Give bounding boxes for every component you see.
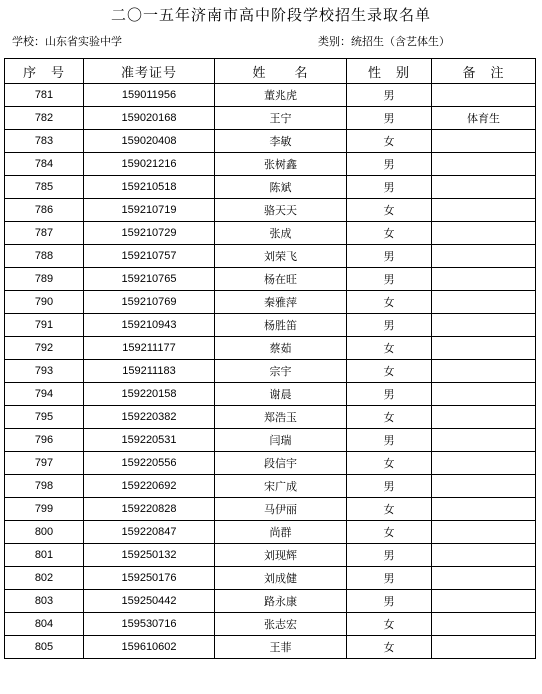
cell-gender: 男 bbox=[347, 383, 432, 406]
table-row bbox=[5, 452, 536, 475]
cell-no: 795 bbox=[5, 406, 84, 429]
table-row bbox=[5, 613, 536, 636]
cell-no: 791 bbox=[5, 314, 84, 337]
cell-no: 800 bbox=[5, 521, 84, 544]
cell-no: 801 bbox=[5, 544, 84, 567]
cell-name: 刘荣飞 bbox=[215, 245, 347, 268]
cell-name: 宗宇 bbox=[215, 360, 347, 383]
cell-exam-id: 159220692 bbox=[84, 475, 215, 498]
cell-name: 路永康 bbox=[215, 590, 347, 613]
cell-name: 闫瑞 bbox=[215, 429, 347, 452]
cell-gender: 女 bbox=[347, 291, 432, 314]
cell-no: 803 bbox=[5, 590, 84, 613]
cell-gender: 女 bbox=[347, 498, 432, 521]
cell-name: 马伊丽 bbox=[215, 498, 347, 521]
cell-no: 798 bbox=[5, 475, 84, 498]
cell-remark bbox=[432, 429, 536, 452]
category-line: 类别：统招生（含艺体生） bbox=[318, 35, 450, 48]
cell-remark bbox=[432, 383, 536, 406]
cell-exam-id: 159211183 bbox=[84, 360, 215, 383]
cell-exam-id: 159220556 bbox=[84, 452, 215, 475]
table-row bbox=[5, 314, 536, 337]
cell-remark bbox=[432, 314, 536, 337]
cell-name: 杨胜笛 bbox=[215, 314, 347, 337]
table-row bbox=[5, 636, 536, 659]
cell-remark bbox=[432, 245, 536, 268]
cell-remark bbox=[432, 291, 536, 314]
cell-gender: 女 bbox=[347, 452, 432, 475]
cell-no: 794 bbox=[5, 383, 84, 406]
cell-remark bbox=[432, 406, 536, 429]
cell-exam-id: 159220828 bbox=[84, 498, 215, 521]
cell-exam-id: 159210518 bbox=[84, 176, 215, 199]
table-row bbox=[5, 268, 536, 291]
cell-gender: 女 bbox=[347, 636, 432, 659]
cell-name: 张成 bbox=[215, 222, 347, 245]
cell-remark bbox=[432, 521, 536, 544]
cell-exam-id: 159020168 bbox=[84, 107, 215, 130]
cell-exam-id: 159250132 bbox=[84, 544, 215, 567]
table-row bbox=[5, 544, 536, 567]
table-row bbox=[5, 291, 536, 314]
cell-remark bbox=[432, 337, 536, 360]
cell-exam-id: 159530716 bbox=[84, 613, 215, 636]
cell-name: 李敏 bbox=[215, 130, 347, 153]
cell-gender: 女 bbox=[347, 360, 432, 383]
cell-gender: 女 bbox=[347, 406, 432, 429]
cell-exam-id: 159610602 bbox=[84, 636, 215, 659]
cell-remark bbox=[432, 153, 536, 176]
cell-gender: 女 bbox=[347, 337, 432, 360]
cell-no: 799 bbox=[5, 498, 84, 521]
cell-gender: 女 bbox=[347, 521, 432, 544]
table-row bbox=[5, 130, 536, 153]
header-remark: 备 注 bbox=[432, 59, 536, 84]
header-exam-id: 准考证号 bbox=[84, 59, 215, 84]
table-row bbox=[5, 383, 536, 406]
cell-no: 782 bbox=[5, 107, 84, 130]
cell-gender: 男 bbox=[347, 429, 432, 452]
table-row bbox=[5, 475, 536, 498]
table-row bbox=[5, 567, 536, 590]
cell-exam-id: 159220382 bbox=[84, 406, 215, 429]
table-row bbox=[5, 199, 536, 222]
table-row bbox=[5, 245, 536, 268]
cell-exam-id: 159220847 bbox=[84, 521, 215, 544]
cell-remark bbox=[432, 613, 536, 636]
cell-gender: 男 bbox=[347, 84, 432, 107]
cell-name: 段信宇 bbox=[215, 452, 347, 475]
cell-no: 781 bbox=[5, 84, 84, 107]
header-row bbox=[5, 59, 536, 84]
cell-name: 郑浩玉 bbox=[215, 406, 347, 429]
cell-no: 788 bbox=[5, 245, 84, 268]
cell-remark bbox=[432, 567, 536, 590]
cell-exam-id: 159210729 bbox=[84, 222, 215, 245]
cell-exam-id: 159220158 bbox=[84, 383, 215, 406]
cell-remark bbox=[432, 590, 536, 613]
cell-remark bbox=[432, 199, 536, 222]
cell-name: 宋广成 bbox=[215, 475, 347, 498]
table-row bbox=[5, 107, 536, 130]
cell-remark bbox=[432, 176, 536, 199]
cell-no: 790 bbox=[5, 291, 84, 314]
cell-exam-id: 159250176 bbox=[84, 567, 215, 590]
cell-no: 793 bbox=[5, 360, 84, 383]
table-row bbox=[5, 153, 536, 176]
cell-name: 杨在旺 bbox=[215, 268, 347, 291]
table-row bbox=[5, 360, 536, 383]
cell-no: 784 bbox=[5, 153, 84, 176]
cell-remark bbox=[432, 84, 536, 107]
cell-no: 785 bbox=[5, 176, 84, 199]
table-row bbox=[5, 406, 536, 429]
cell-gender: 男 bbox=[347, 245, 432, 268]
cell-remark bbox=[432, 544, 536, 567]
table-row bbox=[5, 590, 536, 613]
header-no: 序 号 bbox=[5, 59, 84, 84]
cell-exam-id: 159210757 bbox=[84, 245, 215, 268]
school-line: 学校：山东省实验中学 bbox=[12, 35, 122, 48]
cell-name: 尚群 bbox=[215, 521, 347, 544]
document-title: 二〇一五年济南市高中阶段学校招生录取名单 bbox=[110, 6, 431, 24]
table-row bbox=[5, 222, 536, 245]
cell-exam-id: 159210769 bbox=[84, 291, 215, 314]
cell-name: 谢晨 bbox=[215, 383, 347, 406]
table-row bbox=[5, 337, 536, 360]
cell-no: 789 bbox=[5, 268, 84, 291]
cell-name: 刘现辉 bbox=[215, 544, 347, 567]
cell-gender: 男 bbox=[347, 590, 432, 613]
cell-no: 802 bbox=[5, 567, 84, 590]
cell-name: 秦雅萍 bbox=[215, 291, 347, 314]
header-name: 姓 名 bbox=[215, 59, 347, 84]
cell-gender: 女 bbox=[347, 199, 432, 222]
cell-no: 792 bbox=[5, 337, 84, 360]
cell-name: 骆天天 bbox=[215, 199, 347, 222]
cell-gender: 男 bbox=[347, 268, 432, 291]
cell-exam-id: 159250442 bbox=[84, 590, 215, 613]
cell-gender: 男 bbox=[347, 475, 432, 498]
cell-name: 王菲 bbox=[215, 636, 347, 659]
cell-remark bbox=[432, 130, 536, 153]
cell-exam-id: 159210719 bbox=[84, 199, 215, 222]
table-body bbox=[5, 84, 536, 659]
table-row bbox=[5, 429, 536, 452]
cell-exam-id: 159011956 bbox=[84, 84, 215, 107]
admission-table bbox=[4, 58, 536, 659]
cell-no: 797 bbox=[5, 452, 84, 475]
cell-gender: 男 bbox=[347, 314, 432, 337]
cell-name: 王宁 bbox=[215, 107, 347, 130]
cell-name: 董兆虎 bbox=[215, 84, 347, 107]
cell-no: 796 bbox=[5, 429, 84, 452]
table-row bbox=[5, 84, 536, 107]
cell-name: 刘成健 bbox=[215, 567, 347, 590]
cell-gender: 女 bbox=[347, 222, 432, 245]
cell-exam-id: 159210943 bbox=[84, 314, 215, 337]
cell-remark bbox=[432, 452, 536, 475]
cell-no: 787 bbox=[5, 222, 84, 245]
cell-no: 804 bbox=[5, 613, 84, 636]
cell-name: 蔡茹 bbox=[215, 337, 347, 360]
cell-gender: 男 bbox=[347, 107, 432, 130]
cell-exam-id: 159020408 bbox=[84, 130, 215, 153]
table-row bbox=[5, 498, 536, 521]
cell-no: 783 bbox=[5, 130, 84, 153]
cell-gender: 男 bbox=[347, 153, 432, 176]
table-header bbox=[5, 59, 536, 84]
cell-exam-id: 159220531 bbox=[84, 429, 215, 452]
cell-gender: 女 bbox=[347, 130, 432, 153]
cell-gender: 女 bbox=[347, 613, 432, 636]
table-row bbox=[5, 521, 536, 544]
cell-remark bbox=[432, 636, 536, 659]
cell-exam-id: 159021216 bbox=[84, 153, 215, 176]
cell-remark: 体育生 bbox=[432, 107, 536, 130]
cell-gender: 男 bbox=[347, 176, 432, 199]
cell-gender: 男 bbox=[347, 567, 432, 590]
cell-remark bbox=[432, 360, 536, 383]
cell-gender: 男 bbox=[347, 544, 432, 567]
cell-exam-id: 159210765 bbox=[84, 268, 215, 291]
cell-remark bbox=[432, 498, 536, 521]
header-gender: 性 别 bbox=[347, 59, 432, 84]
cell-remark bbox=[432, 475, 536, 498]
cell-name: 张树鑫 bbox=[215, 153, 347, 176]
cell-no: 786 bbox=[5, 199, 84, 222]
cell-no: 805 bbox=[5, 636, 84, 659]
cell-name: 张志宏 bbox=[215, 613, 347, 636]
cell-remark bbox=[432, 222, 536, 245]
table-row bbox=[5, 176, 536, 199]
cell-name: 陈斌 bbox=[215, 176, 347, 199]
cell-exam-id: 159211177 bbox=[84, 337, 215, 360]
cell-remark bbox=[432, 268, 536, 291]
